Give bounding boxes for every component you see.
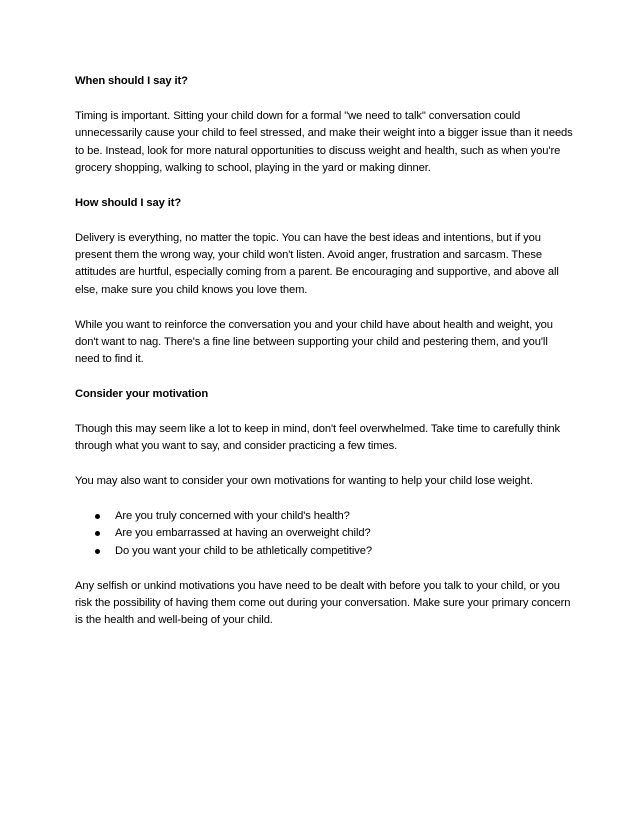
bullet-icon (95, 514, 100, 519)
list-item-text: Do you want your child to be athletically competitive? (115, 544, 373, 557)
heading-how-should-i-say-it: How should I say it? (75, 196, 182, 209)
list-item (75, 508, 575, 525)
bullet-icon (95, 531, 100, 536)
list-item-text: Are you embarrassed at having an overweight child? (115, 527, 371, 540)
list-item (75, 525, 575, 542)
paragraph-reinforce: While you want to reinforce the conversation you and your child have about health and weight, you don't want to nag. There's a fine line between supporting your child and pestering them, and you'll need to find it. (75, 318, 553, 366)
paragraph-delivery: Delivery is everything, no matter the topic. You can have the best ideas and intentions, but if you present them the wrong way, your child won't listen. Avoid anger, frustration and sarcasm. These attitudes are hurtful, especially coming from a parent. Be encouraging and supportive, and above all else, make sure you child knows you love them. (75, 231, 559, 296)
heading-consider-your-motivation: Consider your motivation (75, 388, 209, 401)
list-item (75, 543, 575, 560)
paragraph-own-motivations: You may also want to consider your own motivations for wanting to help your child lose weight. (75, 475, 533, 488)
list-item-text: Are you truly concerned with your child's health? (115, 510, 350, 523)
paragraph-timing: Timing is important. Sitting your child down for a formal "we need to talk" conversation could unnecessarily cause your child to feel stressed, and make their weight into a bigger issue than it needs to be. Instead, look for more natural opportunities to discuss weight and health, such as when you're grocery shopping, walking to school, playing in the yard or making dinner. (75, 109, 573, 175)
paragraph-closing: Any selfish or unkind motivations you have need to be dealt with before you talk to your child, or you risk the possibility of having them come out during your conversation. Make sure your primary concern is the health and well-being of your child. (75, 579, 571, 627)
paragraph-overwhelmed: Though this may seem like a lot to keep in mind, don't feel overwhelmed. Take time to carefully think through what you want to say, and consider practicing a few times. (75, 423, 560, 453)
document-page (75, 73, 575, 647)
motivation-question-list (75, 508, 575, 560)
bullet-icon (95, 549, 100, 554)
heading-when-should-i-say-it: When should I say it? (75, 75, 188, 87)
